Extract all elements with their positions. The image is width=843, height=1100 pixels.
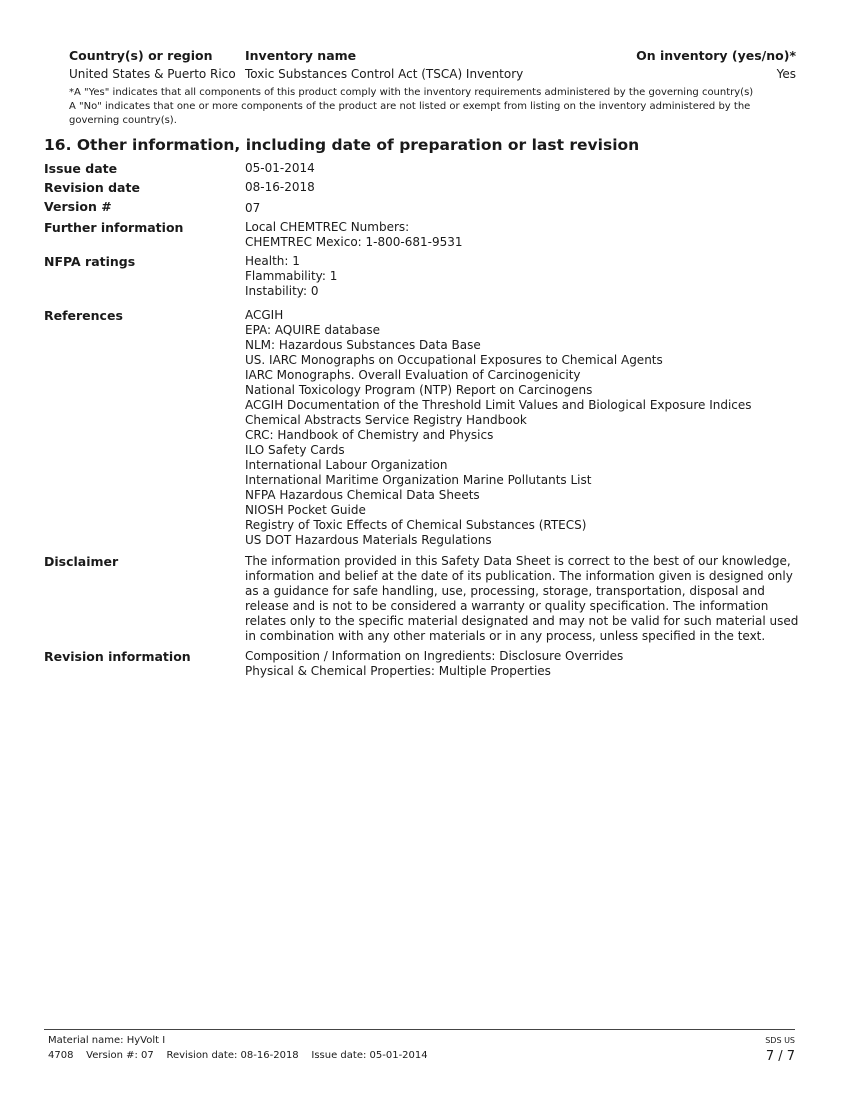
footer-material-name: Material name: HyVolt I [48, 1035, 166, 1046]
reference-item: ILO Safety Cards [245, 443, 345, 457]
revision-info-line: Composition / Information on Ingredients: Disclosure Overrides [245, 649, 624, 663]
references-label: References [44, 308, 123, 323]
reference-item: NIOSH Pocket Guide [245, 503, 366, 517]
inventory-cell-name: Toxic Substances Control Act (TSCA) Inventory [245, 67, 524, 81]
reference-item: US. IARC Monographs on Occupational Exposures to Chemical Agents [245, 353, 663, 367]
reference-item: US DOT Hazardous Materials Regulations [245, 533, 492, 547]
revision-info-line: Physical & Chemical Properties: Multiple Properties [245, 664, 551, 678]
inventory-note-yes: *A "Yes" indicates that all components of this product comply with the inventory requirements administered by the governing country(s) [69, 87, 754, 98]
reference-item: Chemical Abstracts Service Registry Handbook [245, 413, 527, 427]
version-label: Version # [44, 199, 112, 214]
reference-item: EPA: AQUIRE database [245, 323, 381, 337]
reference-item: NFPA Hazardous Chemical Data Sheets [245, 488, 480, 502]
nfpa-label: NFPA ratings [44, 254, 136, 269]
version-value: 07 [245, 201, 261, 215]
nfpa-flammability: Flammability: 1 [245, 269, 338, 283]
inventory-header-country: Country(s) or region [69, 48, 213, 63]
issue-date-label: Issue date [44, 161, 118, 176]
inventory-cell-status: Yes [776, 67, 796, 81]
revision-date-label: Revision date [44, 180, 140, 195]
reference-item: CRC: Handbook of Chemistry and Physics [245, 428, 494, 442]
reference-item: ACGIH Documentation of the Threshold Limit Values and Biological Exposure Indices [245, 398, 752, 412]
nfpa-value [245, 254, 337, 299]
disclaimer-text: The information provided in this Safety Data Sheet is correct to the best of our knowledge, information and belief at the date of its publication. The information given is designed only as a guidance for safe handling, use, processing, storage, transportation, disposal and release and is not to be considered a warranty or quality specification. The information relates only to the specific material designated and may not be valid for such material used in combination with any other materials or in any process, unless specified in the text. [245, 554, 799, 643]
inventory-note-no: A "No" indicates that one or more components of the product are not listed or exempt from listing on the inventory administered by the governing country(s). [69, 101, 751, 126]
issue-date-value: 05-01-2014 [245, 161, 315, 175]
further-info-line: CHEMTREC Mexico: 1-800-681-9531 [245, 235, 463, 249]
footer-page-number: 7 / 7 [765, 1049, 795, 1064]
nfpa-health: Health: 1 [245, 254, 300, 268]
footer-document-info: 4708 Version #: 07 Revision date: 08-16-2018 Issue date: 05-01-2014 [48, 1050, 428, 1061]
reference-item: Registry of Toxic Effects of Chemical Substances (RTECS) [245, 518, 587, 532]
nfpa-instability: Instability: 0 [245, 284, 319, 298]
reference-item: National Toxicology Program (NTP) Report on Carcinogens [245, 383, 593, 397]
reference-item: IARC Monographs. Overall Evaluation of Carcinogenicity [245, 368, 581, 382]
reference-item: ACGIH [245, 308, 284, 322]
revision-info-label: Revision information [44, 649, 191, 664]
revision-info-value [245, 649, 623, 679]
inventory-header-name: Inventory name [245, 48, 357, 63]
references-list [245, 308, 752, 548]
inventory-header-on-inventory: On inventory (yes/no)* [636, 48, 796, 63]
footer-divider [44, 1029, 795, 1030]
reference-item: NLM: Hazardous Substances Data Base [245, 338, 481, 352]
further-info-value [245, 220, 463, 250]
reference-item: International Maritime Organization Marine Pollutants List [245, 473, 592, 487]
revision-date-value: 08-16-2018 [245, 180, 315, 194]
footer-sds-tag: SDS US [765, 1036, 795, 1045]
further-info-line: Local CHEMTREC Numbers: [245, 220, 410, 234]
section-title: 16. Other information, including date of preparation or last revision [44, 136, 640, 154]
disclaimer-label: Disclaimer [44, 554, 119, 569]
further-info-label: Further information [44, 220, 184, 235]
inventory-cell-country: United States & Puerto Rico [69, 67, 236, 81]
reference-item: International Labour Organization [245, 458, 448, 472]
